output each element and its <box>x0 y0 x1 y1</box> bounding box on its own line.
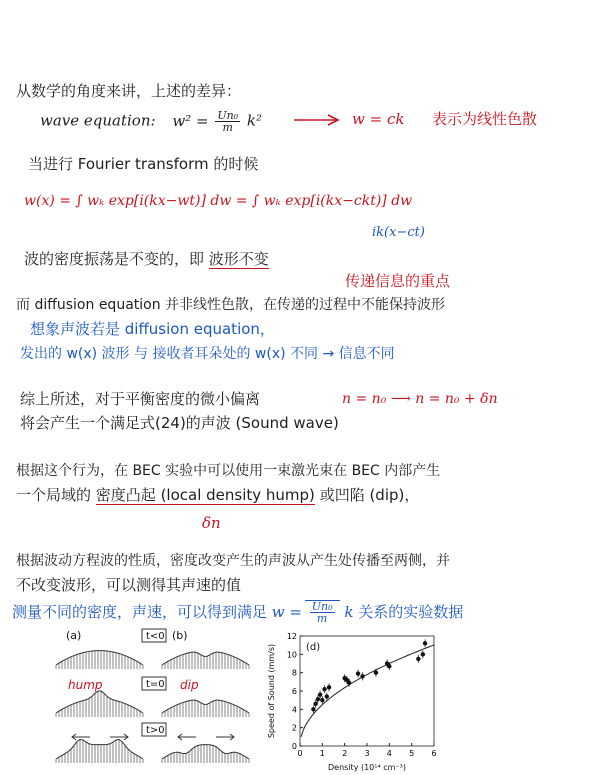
time-label-t0-after <box>142 723 166 736</box>
dip-text: 或凹陷 (dip)， <box>319 486 420 504</box>
x-tick-label: 6 <box>431 749 437 758</box>
density-profile <box>162 700 249 713</box>
speed-of-sound-chart <box>262 628 442 773</box>
fourier-equation: w(x) = ∫ wₖ exp[i(kx−wt)] dw = ∫ wₖ exp[i(kx−ckt)] dw <box>24 193 413 209</box>
x-tick-label: 0 <box>297 749 303 758</box>
density-profile <box>162 745 249 759</box>
density-profile <box>56 651 143 665</box>
time-label-t0-before <box>142 629 166 642</box>
y-tick-label: 4 <box>291 705 297 715</box>
y-tick-label: 0 <box>291 742 297 751</box>
line-fourier: 当进行 Fourier transform 的时候 <box>28 155 259 173</box>
wave-equation-fraction <box>215 110 240 133</box>
experiment-text: 测量不同的密度，声速，可以得到满足 <box>12 603 268 621</box>
y-tick-label: 6 <box>291 687 297 696</box>
line-waveform-unchanged <box>24 250 269 268</box>
line-intro: 从数学的角度来讲，上述的差异： <box>16 82 242 100</box>
y-tick-label: 8 <box>291 668 297 678</box>
svg-text:t=0: t=0 <box>146 679 165 690</box>
wave-equation-rhs: k² <box>246 111 262 130</box>
line-bec: 根据这个行为，在 BEC 实验中可以使用一束激光束在 BEC 内部产生 <box>16 463 441 479</box>
delta-n-note: δn <box>202 514 221 532</box>
waveform-text: 波的密度振荡是不变的，即 <box>24 250 205 268</box>
linear-result: w = ck <box>352 110 405 128</box>
x-tick-label: 1 <box>319 749 325 758</box>
experiment-numerator: Un₀ <box>311 600 333 613</box>
panel-b-label: (b) <box>172 629 188 642</box>
wave-equation-row <box>40 110 262 133</box>
x-tick-label: 3 <box>364 749 370 758</box>
sqrt-radical <box>305 600 340 624</box>
x-axis-label: Density (10¹⁴ cm⁻³) <box>328 763 406 772</box>
line-summary: 综上所述，对于平衡密度的微小偏离 <box>20 390 261 408</box>
line-measure-speed: 不改变波形，可以测得其声速的值 <box>16 576 242 594</box>
svg-text:t<0: t<0 <box>146 631 165 642</box>
svg-text:t>0: t>0 <box>146 725 165 736</box>
dip-label: dip <box>180 678 199 692</box>
waveform-unchanged-highlight: 波形不变 <box>208 250 269 268</box>
info-key-note: 传递信息的重点 <box>345 272 451 290</box>
y-tick-label: 2 <box>291 723 297 733</box>
linear-dispersion-note: 表示为线性色散 <box>432 110 538 128</box>
experiment-k: k <box>344 603 354 621</box>
density-profile <box>56 691 143 713</box>
y-tick-label: 10 <box>286 650 297 660</box>
fraction-denominator: m <box>222 121 233 134</box>
panel-a-label: (a) <box>66 629 82 642</box>
wave-equation-label: wave equation: <box>40 111 156 130</box>
x-tick-label: 2 <box>342 749 348 758</box>
experiment-w: w = <box>271 603 302 621</box>
line-diffusion: 而 diffusion equation 并非线性色散，在传递的过程中不能保持波形 <box>16 297 446 313</box>
line-sound-wave: 将会产生一个满足式(24)的声波 (Sound wave) <box>20 414 339 432</box>
fourier-exponent-note: ik(x−ct) <box>372 225 425 240</box>
local-text: 一个局域的 <box>16 486 92 504</box>
line-info-different: 发出的 w(x) 波形 与 接收者耳朵处的 w(x) 不同 → 信息不同 <box>20 346 395 362</box>
line-hump-dip <box>16 486 419 504</box>
density-profile <box>56 739 143 759</box>
line-experiment <box>12 600 463 624</box>
hump-label: hump <box>68 678 103 692</box>
y-axis-label: Speed of Sound (mm/s) <box>267 643 276 739</box>
experiment-denominator: m <box>316 612 328 625</box>
density-hump-highlight: 密度凸起 (local density hump) <box>95 486 315 504</box>
density-perturbation: n = n₀ ⟶ n = n₀ + δn <box>342 391 498 407</box>
fraction-numerator: Un₀ <box>217 109 239 122</box>
experiment-fraction <box>310 601 335 624</box>
y-tick-label: 12 <box>286 632 297 641</box>
line-imagine-sound: 想象声波若是 diffusion equation， <box>30 320 275 338</box>
density-profile <box>162 652 249 665</box>
arrow-icon <box>292 112 342 128</box>
line-propagation: 根据波动方程波的性质，密度改变产生的声波从产生处传播至两侧，并 <box>16 553 450 569</box>
wave-equation-lhs: w² = <box>172 111 209 130</box>
x-tick-label: 4 <box>386 749 392 758</box>
bec-schematic-figure <box>50 625 260 770</box>
time-label-t0 <box>142 677 166 690</box>
x-tick-label: 5 <box>409 749 415 758</box>
chart-panel-label: (d) <box>306 642 321 653</box>
experiment-data-text: 关系的实验数据 <box>358 603 464 621</box>
